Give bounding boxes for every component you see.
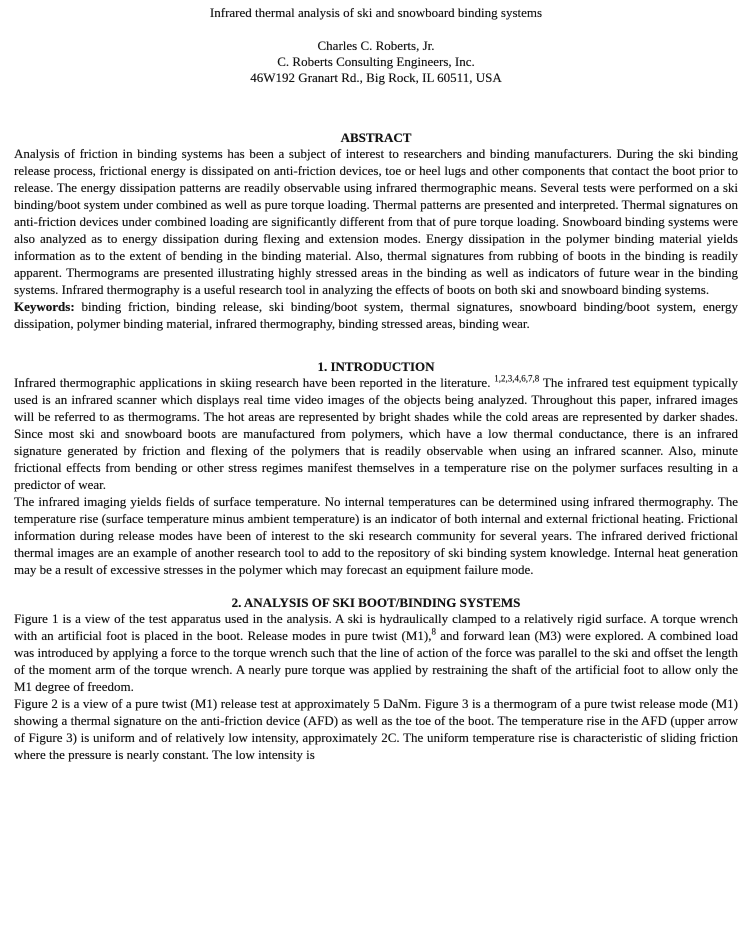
analysis-heading: 2. ANALYSIS OF SKI BOOT/BINDING SYSTEMS: [231, 595, 521, 610]
author-block: [14, 38, 738, 86]
keywords-list: binding friction, binding release, ski binding/boot system, thermal signatures, snowboard binding/boot system, energy dissipation, polymer binding material, infrared thermography, binding stressed areas, binding wear.: [14, 299, 738, 331]
analysis-paragraph-1: [14, 610, 738, 695]
introduction-paragraph-1-continued: The infrared test equipment typically used is an infrared scanner which displays real time video images of the objects being analyzed. Throughout this paper, infrared images will be referred to as thermograms. The hot areas are represented by bright shades while the cold areas are represented by darker shades. Since most ski and snowboard boots are manufactured from polymers, which have a low thermal conductance, there is an infrared signature generated by friction and flexing of the polymers that is readily observable when using an infrared scanner. Also, minute frictional effects from bending or other stress regimes manifest themselves in a temperature rise on the polymer surfaces resulting in a predictor of wear.: [14, 375, 739, 492]
keywords-label: Keywords:: [14, 299, 75, 314]
page-title: Infrared thermal analysis of ski and snowboard binding systems: [209, 5, 543, 20]
abstract-heading: ABSTRACT: [340, 130, 412, 145]
author-address: 46W192 Granart Rd., Big Rock, IL 60511, USA: [250, 70, 502, 85]
introduction-heading: 1. INTRODUCTION: [317, 359, 435, 374]
analysis-paragraph-2: Figure 2 is a view of a pure twist (M1) release test at approximately 5 DaNm. Figure 3 is a thermogram of a pure twist release mode (M1) showing a thermal signature on the anti-friction device (AFD) as well as the toe of the boot. The temperature rise in the AFD (upper arrow of Figure 3) is uniform and of relatively low intensity, approximately 2C. The uniform temperature rise is characteristic of sliding friction where the pressure is nearly constant. The low intensity is: [14, 696, 738, 762]
analysis-paragraph-1-text: Figure 1 is a view of the test apparatus used in the analysis. A ski is hydraulically clamped to a relatively rigid surface. A torque wrench with an artificial foot is placed in the boot. Release modes in pure twist (M1),: [14, 611, 738, 643]
reference-superscript: 8: [431, 626, 436, 637]
author-name: Charles C. Roberts, Jr.: [317, 38, 435, 53]
introduction-paragraph-2: The infrared imaging yields fields of surface temperature. No internal temperatures can be determined using infrared thermography. The temperature rise (surface temperature minus ambient temperature) is an indicator of both internal and external frictional heating. Frictional information during release modes have been of interest to the ski research community for several years. The infrared derived frictional thermal images are an example of another research tool to add to the repository of ski binding system knowledge. Internal heat generation may be a result of excessive stresses in the polymer which may forecast an equipment failure mode.: [14, 494, 738, 577]
citation-superscript: 1,2,3,4,6,7,8: [494, 373, 540, 384]
introduction-paragraph-1-text: Infrared thermographic applications in skiing research have been reported in the literature.: [14, 375, 495, 390]
keywords-paragraph: [14, 298, 738, 332]
introduction-paragraph-1: [14, 374, 738, 493]
abstract-paragraph: Analysis of friction in binding systems has been a subject of interest to researchers and binding manufacturers. During the ski binding release process, frictional energy is dissipated on anti-friction devices, toe or heel lugs and other components that contact the boot prior to release. The energy dissipation patterns are readily observable using infrared thermographic means. Several tests were performed on a ski binding/boot system under combined as well as pure torque loading. Thermal patterns are presented and interpreted. Thermal signatures on anti-friction devices under combined loading are significantly different from that of pure torque loading. Snowboard binding systems were also analyzed as to energy dissipation during flexing and extension modes. Energy dissipation in the polymer binding material yields information as to the extent of bending in the binding material. Also, thermal signatures from rubbing of boots in the binding is readily apparent. Thermograms are presented illustrating highly stressed areas in the binding as well as indicators of future wear in the binding systems. Infrared thermography is a useful research tool in analyzing the effects of boots on both ski and snowboard binding systems.: [14, 146, 738, 297]
author-affiliation: C. Roberts Consulting Engineers, Inc.: [277, 54, 475, 69]
analysis-paragraph-1-continued: and forward lean (M3) were explored. A combined load was introduced by applying a force to the torque wrench such that the line of action of the force was parallel to the ski and offset the length of the moment arm of the torque wrench. A nearly pure torque was applied by restraining the shaft of the artificial foot to allow only the M1 degree of freedom.: [14, 628, 739, 694]
